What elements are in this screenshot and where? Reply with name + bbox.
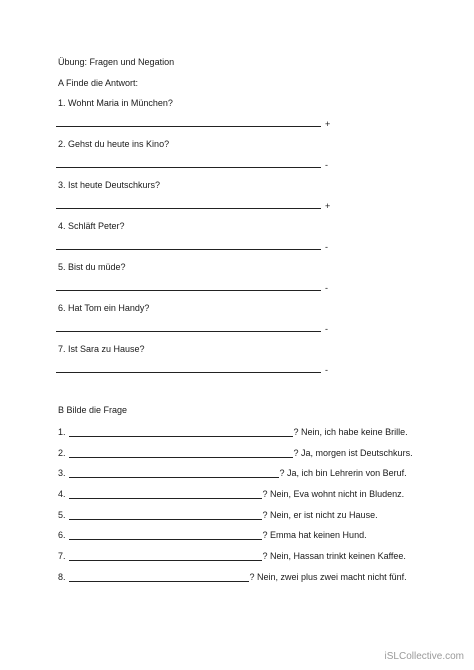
b-num-4: 4. xyxy=(58,489,66,499)
section-a-heading: A Finde die Antwort: xyxy=(58,78,139,88)
sign-1: + xyxy=(325,119,331,129)
question-4: 4. Schläft Peter? xyxy=(58,221,125,231)
b-num-6: 6. xyxy=(58,530,66,540)
answer-line-2[interactable] xyxy=(56,167,321,168)
sign-5: - xyxy=(325,283,328,293)
b-row-1 xyxy=(58,427,408,438)
b-answer-5: ? Nein, er ist nicht zu Hause. xyxy=(262,510,378,520)
b-line-5[interactable] xyxy=(69,511,262,520)
b-row-5 xyxy=(58,510,378,521)
b-row-7 xyxy=(58,551,406,562)
b-line-1[interactable] xyxy=(69,428,293,437)
b-line-3[interactable] xyxy=(69,469,279,478)
b-num-1: 1. xyxy=(58,427,66,437)
question-3: 3. Ist heute Deutschkurs? xyxy=(58,180,161,190)
b-row-4 xyxy=(58,489,404,500)
b-num-3: 3. xyxy=(58,468,66,478)
b-line-4[interactable] xyxy=(69,490,262,499)
answer-line-5[interactable] xyxy=(56,290,321,291)
answer-line-6[interactable] xyxy=(56,331,321,332)
b-line-2[interactable] xyxy=(69,449,293,458)
site-footer: iSLCollective.com xyxy=(384,651,464,662)
question-1: 1. Wohnt Maria in München? xyxy=(58,98,173,108)
b-row-3 xyxy=(58,468,407,479)
answer-line-3[interactable] xyxy=(56,208,321,209)
b-num-2: 2. xyxy=(58,448,66,458)
answer-line-1[interactable] xyxy=(56,126,321,127)
sign-3: + xyxy=(325,201,331,211)
answer-line-4[interactable] xyxy=(56,249,321,250)
b-num-8: 8. xyxy=(58,572,66,582)
sign-7: - xyxy=(325,365,328,375)
question-5: 5. Bist du müde? xyxy=(58,262,126,272)
sign-6: - xyxy=(325,324,328,334)
b-line-7[interactable] xyxy=(69,552,262,561)
question-7: 7. Ist Sara zu Hause? xyxy=(58,344,145,354)
b-row-2 xyxy=(58,448,413,459)
b-answer-7: ? Nein, Hassan trinkt keinen Kaffee. xyxy=(262,551,406,561)
b-num-7: 7. xyxy=(58,551,66,561)
b-num-5: 5. xyxy=(58,510,66,520)
b-answer-6: ? Emma hat keinen Hund. xyxy=(262,530,367,540)
question-6: 6. Hat Tom ein Handy? xyxy=(58,303,150,313)
b-answer-8: ? Nein, zwei plus zwei macht nicht fünf. xyxy=(249,572,407,582)
b-line-6[interactable] xyxy=(69,531,262,540)
page-title: Übung: Fragen und Negation xyxy=(58,57,175,67)
b-line-8[interactable] xyxy=(69,573,249,582)
question-2: 2. Gehst du heute ins Kino? xyxy=(58,139,170,149)
b-answer-2: ? Ja, morgen ist Deutschkurs. xyxy=(293,448,413,458)
b-answer-1: ? Nein, ich habe keine Brille. xyxy=(293,427,408,437)
b-row-6 xyxy=(58,530,367,541)
b-answer-3: ? Ja, ich bin Lehrerin von Beruf. xyxy=(279,468,407,478)
sign-4: - xyxy=(325,242,328,252)
sign-2: - xyxy=(325,160,328,170)
answer-line-7[interactable] xyxy=(56,372,321,373)
section-b-heading: B Bilde die Frage xyxy=(58,405,128,415)
b-row-8 xyxy=(58,572,407,583)
b-answer-4: ? Nein, Eva wohnt nicht in Bludenz. xyxy=(262,489,405,499)
